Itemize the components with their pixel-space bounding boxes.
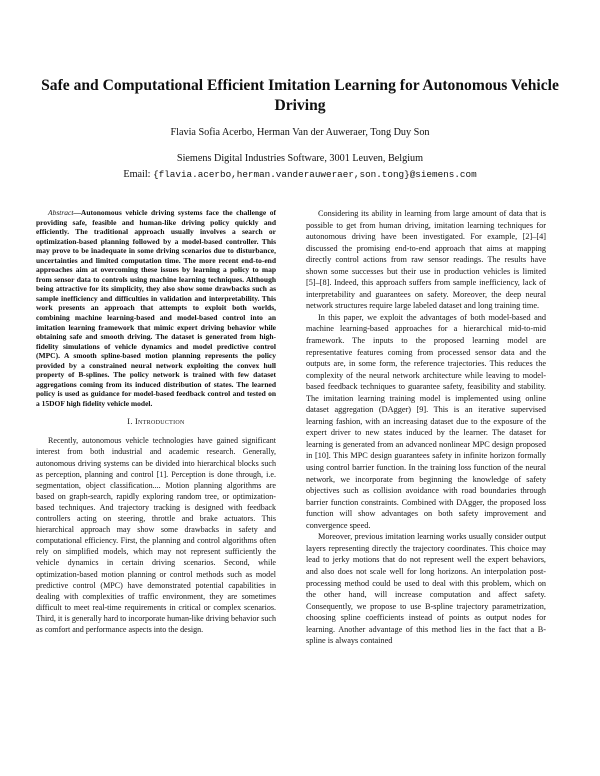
abstract <box>36 208 276 408</box>
abstract-body: —Autonomous vehicle driving systems face the challenge of providing safe, feasible and human-like driving policy quickly and efficiently. The traditional approach usually involves a search or optimization-based planning followed by a model-based controller. This may prove to be inadequate in some driving scenarios due to disturbance, uncertainties and limited computation time. The more recent end-to-end approaches aim at overcoming these issues by learning a policy to map from sensor data to controls using machine learning techniques. Although being attractive for its simplicity, they also show some drawbacks such as sample inefficiency and difficulties in validation and interpretability. This work presents an approach that attempts to exploit both worlds, combining machine learning-based and model-based control into an imitation learning framework that mimic expert driving behavior while obtaining safe and smooth driving. The dataset is generated from high-fidelity simulations of vehicle dynamics and model predictive control (MPC). A smooth spline-based motion planning represents the policy provided by a constrained neural network exploiting the convex hull property of B-splines. The policy network is trained with few dataset aggregations coming from its induced distribution of states. The learned policy is used as guidance for model-based feedback control and tested on a 15DOF high fidelity vehicle model. <box>36 208 276 408</box>
email-label: Email: <box>123 169 154 180</box>
paper-title: Safe and Computational Efficient Imitation Learning for Autonomous Vehicle Driving <box>41 77 559 114</box>
affiliation: Siemens Digital Industries Software, 3001 Leuven, Belgium <box>176 153 424 164</box>
right-column <box>306 208 546 647</box>
body-paragraph: In this paper, we exploit the advantages of both model-based and machine learning-based approaches for a hierarchical mid-to-mid framework. The inputs to the proposed learning model are representative features coming from processed sensor data and the outputs are, in some form, the reference trajectories. This reduces the complexity of the neural network architecture while leaving to model-based feedback techniques to guarantee safety, feasibility and stability. The imitation learning training model is implemented using online dataset aggregation (DAgger) [9]. This is an iterative supervised learning fashion, with an increasing dataset due to the exposure of the expert driver to new states induced by the learner. The dataset for learning is generated from an advanced nonlinear MPC design proposed in [10]. This MPC design guarantees safety in infinite horizon formally using control barrier function. In the training loss function of the neural network, we incorporate from beginning the knowledge of safety objectives such as collision avoidance with road boundaries through barrier function constraints. Combined with DAgger, the proposed loss function will show advantages on both safety improvement and convergence speed. <box>306 312 546 530</box>
email-addresses: {flavia.acerbo,herman.vanderauweraer,son.tong}@siemens.com <box>153 169 477 180</box>
section-heading-introduction: I. Introduction <box>127 417 185 427</box>
body-paragraph: Recently, autonomous vehicle technologies have gained significant interest from both industrial and academic research. Generally, autonomous driving systems can be divided into hierarchical blocks such as perception, planning and control [1]. Perception is done through, i.e. segmentation, object classification.... Motion planning algorithms are based on graph-search, rapidly exploring random tree, or optimization-based techniques. And trajectory tracking is designed with feedback controllers acting on steering, throttle and brake actuators. This hierarchical approach may show some drawbacks in safety and computational efficiency. First, the planning and control algorithms often rely on simplified models, which may not represent sufficiently the vehicle dynamics in certain driving scenarios. Second, while optimization-based motion planning or control methods such as model predictive control (MPC) have demonstrated potential capabilities in dealing with complexities of traffic environment, they are sometimes difficult to meet real-time requirements in critical or complex scenarios. Third, it is generally hard to incorporate human-like driving behavior such as comfort and performance aspects into the design. <box>36 436 276 634</box>
author-list: Flavia Sofia Acerbo, Herman Van der Auweraer, Tong Duy Son <box>170 127 430 138</box>
body-paragraph: Moreover, previous imitation learning works usually consider output layers representing directly the trajectory coordinates. This choice may lead to jerky motions that do not represent well the expert behaviors, and also does not scale well for long horizons. An interpolation post-processing method could be used to deal with this problem, which on the other hand, will increase computation and affect safety. Consequently, we propose to use B-spline trajectory parametrization, choosing spline coefficients instead of points as output nodes for learning. Another advantage of this method lies in the fact that a B-spline is always contained <box>306 532 546 646</box>
body-paragraph: Considering its ability in learning from large amount of data that is possible to get from human driving, imitation learning techniques for autonomous driving have been investigated. For example, [2]–[4] discussed the promising end-to-end approach that aims at mapping directly control actions from raw sensor readings. The results have shown some successes but their use in production vehicles is limited [5]–[8]. Indeed, this approach suffers from sample inefficiency, lack of interpretability and guarantees on safety. Moreover, the deep neural network structures require large labeled dataset and long training time. <box>306 209 546 311</box>
abstract-lead: Abstract <box>48 208 74 217</box>
left-column <box>36 208 276 635</box>
email-line <box>40 168 560 181</box>
